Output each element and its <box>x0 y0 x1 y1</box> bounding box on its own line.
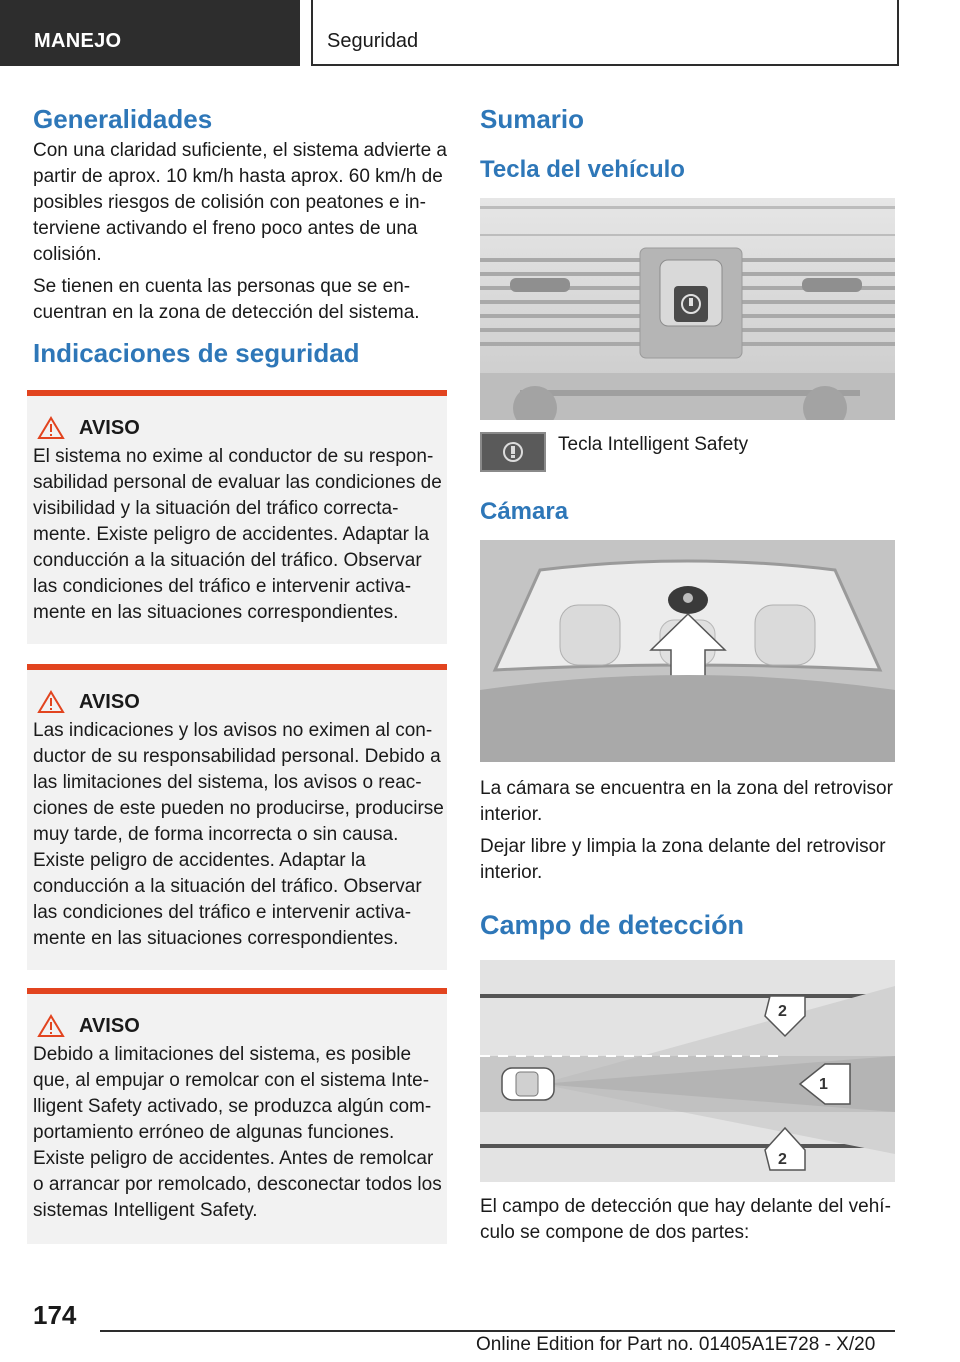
warning-title: AVISO <box>79 416 140 439</box>
section-tab <box>0 0 300 66</box>
campo-heading: Campo de detección <box>480 910 745 940</box>
tecla-caption: Tecla Intelligent Safety <box>558 434 749 455</box>
safety-heading: Indicaciones de seguridad <box>33 338 360 368</box>
sumario-heading: Sumario <box>480 104 585 134</box>
tecla-caption-row <box>480 432 895 472</box>
intelligent-safety-button-icon <box>480 432 546 472</box>
camara-paragraph-2: Dejar libre y limpia la zona delante del retrovisor interior. <box>480 836 886 883</box>
edition-text: Online Edition for Part no. 01405A1E728 - X/20 <box>476 1334 876 1355</box>
page-number: 174 <box>33 1300 77 1330</box>
dashboard-button-image <box>480 198 895 420</box>
warning-text: El sistema no exime al conductor de su responsabilidad personal de evaluar las condiciones de visibilidad y la situación del tráfico correctamente. Existe peligro de accidentes. Adaptar la conducción a la situación del tráfico. Observar las condiciones del tráfico e intervenir activamente en las situaciones correspondientes. <box>33 446 442 623</box>
warning-title: AVISO <box>79 1014 140 1037</box>
camera-location-image <box>480 540 895 762</box>
left-column <box>33 100 447 1244</box>
zone-label-1: 1 <box>819 1076 828 1093</box>
footer-divider <box>100 1330 895 1332</box>
section-label: MANEJO <box>34 30 122 52</box>
zone-label-2-top: 2 <box>778 1003 787 1020</box>
warning-box-2 <box>27 664 447 970</box>
zone-label-2-bottom: 2 <box>778 1151 787 1168</box>
warning-text: Debido a limitaciones del sistema, es posible que, al empujar o remolcar con el sistema Intelligent Safety activado, se produzca algún comportamiento erróneo de algunas funciones. Existe peligro de accidentes. Antes de remolcar o arrancar por remolcado, desconectar todos los sistemas Intelligent Safety. <box>33 1044 442 1221</box>
warning-triangle-icon <box>37 1014 65 1038</box>
chapter-label: Seguridad <box>327 30 419 52</box>
campo-paragraph-1: El campo de detección que hay delante del vehículo se compone de dos partes: <box>480 1196 891 1243</box>
warning-box-1 <box>27 390 447 644</box>
detection-field-diagram <box>480 960 895 1182</box>
warning-triangle-icon <box>37 690 65 714</box>
tecla-heading: Tecla del vehículo <box>480 156 685 183</box>
warning-title: AVISO <box>79 690 140 713</box>
generalidades-paragraph-1: Con una claridad suficiente, el sistema advierte a partir de aprox. 10 km/h hasta aprox. 60 km/h de posibles riesgos de colisión con peatones e interviene activando el freno poco antes de una colisión. <box>33 140 448 265</box>
camara-heading: Cámara <box>480 498 569 525</box>
warning-triangle-icon <box>37 416 65 440</box>
warning-text: Las indicaciones y los avisos no eximen al conductor de su responsabilidad personal. Debido a las limitaciones del sistema, los avisos o reacciones de este pueden no producirse, producirse muy tarde, de forma incorrecta o sin causa. Existe peligro de accidentes. Adaptar la conducción a la situación del tráfico. Observar las condiciones del tráfico e intervenir activamente en las situaciones correspondientes. <box>33 720 444 949</box>
generalidades-heading: Generalidades <box>33 104 213 134</box>
right-column <box>480 100 895 1252</box>
warning-box-3 <box>27 988 447 1244</box>
generalidades-paragraph-2: Se tienen en cuenta las personas que se encuentran en la zona de detección del sistema. <box>33 276 420 323</box>
camara-paragraph-1: La cámara se encuentra en la zona del retrovisor interior. <box>480 778 893 825</box>
chapter-tab <box>311 0 899 66</box>
